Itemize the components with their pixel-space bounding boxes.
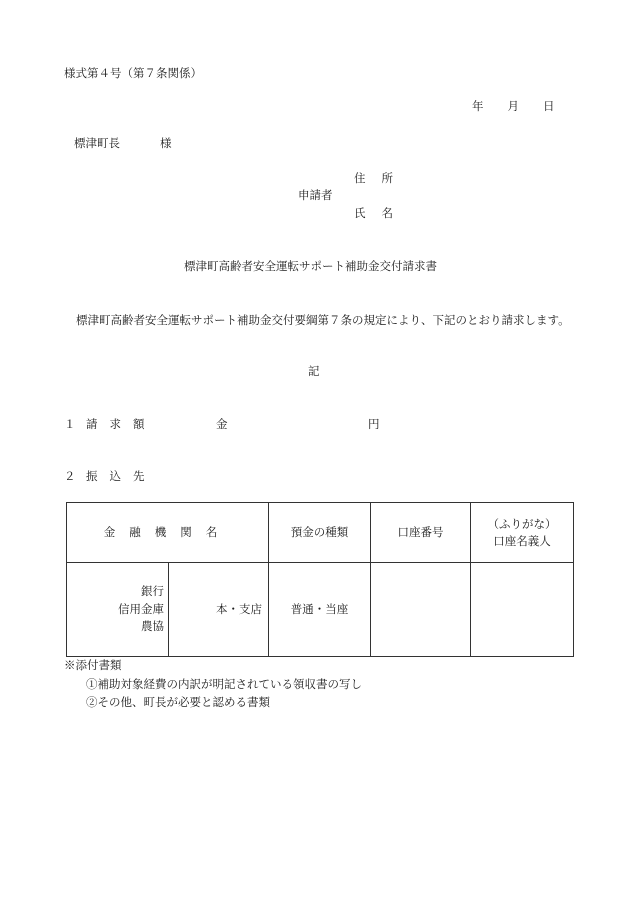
attachment-item: ①補助対象経費の内訳が明記されている領収書の写し <box>86 677 362 691</box>
addressee-honorific: 様 <box>160 136 172 150</box>
attachment-item: ②その他、町長が必要と認める書類 <box>86 695 270 709</box>
bank-table <box>66 502 574 657</box>
header-holder-kana: （ふりがな） <box>487 516 557 531</box>
header-account-number: 口座番号 <box>371 503 471 563</box>
body-text: 標津町高齢者安全運転サポート補助金交付要綱第７条の規定により、下記のとおり請求します。 <box>76 313 570 327</box>
addressee-name: 標津町長 <box>74 136 120 150</box>
item-request-amount <box>64 417 380 431</box>
name-label: 氏名 <box>354 206 409 220</box>
form-number: 様式第４号（第７条関係） <box>64 66 202 80</box>
item1-number: １ <box>64 417 76 431</box>
header-account-holder <box>471 503 574 563</box>
date-day: 日 <box>543 99 555 113</box>
institution-type-shinkin: 信用金庫 <box>118 601 164 616</box>
bank-table-input-row <box>67 563 574 657</box>
institution-type-cell[interactable] <box>67 563 169 657</box>
date-year: 年 <box>472 99 484 113</box>
item1-kin: 金 <box>216 417 228 431</box>
addressee <box>74 138 172 150</box>
institution-type-bank: 銀行 <box>141 583 164 598</box>
header-holder: 口座名義人 <box>493 533 551 548</box>
applicant-label: 申請者 <box>298 188 333 202</box>
document-title: 標津町高齢者安全運転サポート補助金交付請求書 <box>184 259 437 273</box>
deposit-type-cell[interactable]: 普通・当座 <box>269 563 371 657</box>
attachments-heading: ※添付書類 <box>64 658 122 672</box>
header-institution: 金融機関名 <box>67 503 269 563</box>
item1-label: 請求額 <box>86 417 157 431</box>
header-deposit-type: 預金の種類 <box>269 503 371 563</box>
date-line <box>472 101 555 113</box>
institution-type-nokyo: 農協 <box>141 619 164 634</box>
item2-label: 振込先 <box>86 469 157 483</box>
date-month: 月 <box>507 99 519 113</box>
ki-heading: 記 <box>308 364 320 378</box>
account-number-cell[interactable] <box>371 563 471 657</box>
address-label: 住所 <box>354 171 409 185</box>
bank-table-header-row <box>67 503 574 563</box>
branch-cell[interactable]: 本・支店 <box>169 563 269 657</box>
item-transfer-destination <box>64 471 157 483</box>
item1-yen: 円 <box>368 417 380 431</box>
item2-number: ２ <box>64 469 76 483</box>
account-holder-cell[interactable] <box>471 563 574 657</box>
